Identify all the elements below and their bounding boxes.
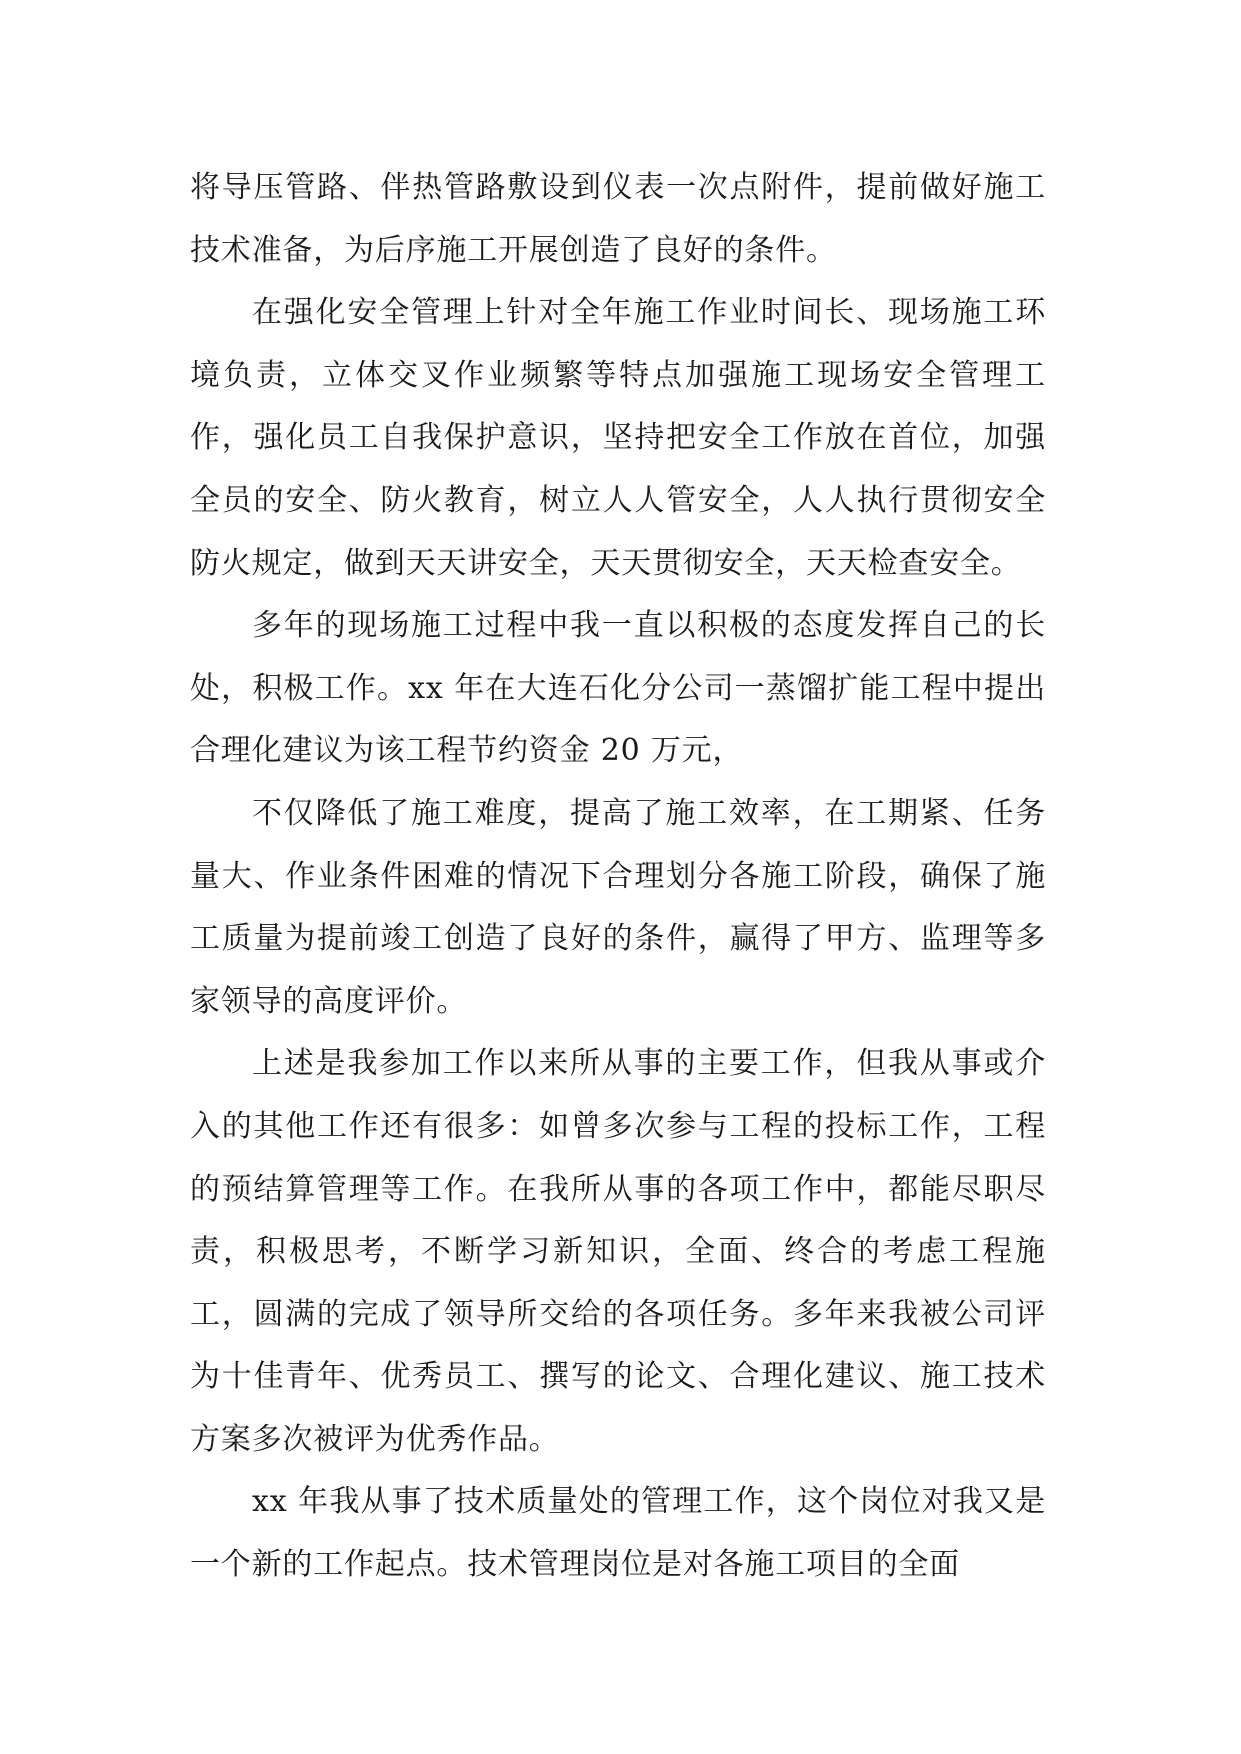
paragraph-6: xx 年我从事了技术质量处的管理工作，这个岗位对我又是一个新的工作起点。技术管理岗位是对各施工项目的全面 [190, 1484, 1046, 1583]
paragraph-2: 在强化安全管理上针对全年施工作业时间长、现场施工环境负责，立体交叉作业频繁等特点加强施工现场安全管理工作，强化员工自我保护意识，坚持把安全工作放在首位，加强全员的安全、防火教育，树立人人管安全，人人执行贯彻安全防火规定，做到天天讲安全，天天贯彻安全，天天检查安全。 [190, 295, 1046, 581]
paragraph-3: 多年的现场施工过程中我一直以积极的态度发挥自己的长处，积极工作。xx 年在大连石化分公司一蒸馏扩能工程中提出合理化建议为该工程节约资金 20 万元， [190, 608, 1046, 769]
paragraph-4: 不仅降低了施工难度，提高了施工效率，在工期紧、任务量大、作业条件困难的情况下合理划分各施工阶段，确保了施工质量为提前竣工创造了良好的条件，赢得了甲方、监理等多家领导的高度评价。 [190, 795, 1046, 1019]
paragraph-1: 将导压管路、伴热管路敷设到仪表一次点附件，提前做好施工技术准备，为后序施工开展创造了良好的条件。 [190, 170, 1046, 268]
paragraph-5: 上述是我参加工作以来所从事的主要工作，但我从事或介入的其他工作还有很多：如曾多次参与工程的投标工作，工程的预结算管理等工作。在我所从事的各项工作中，都能尽职尽责，积极思考，不断学习新知识，全面、终合的考虑工程施工，圆满的完成了领导所交给的各项任务。多年来我被公司评为十佳青年、优秀员工、撰写的论文、合理化建议、施工技术方案多次被评为优秀作品。 [190, 1046, 1046, 1457]
document-body [190, 157, 1046, 1597]
